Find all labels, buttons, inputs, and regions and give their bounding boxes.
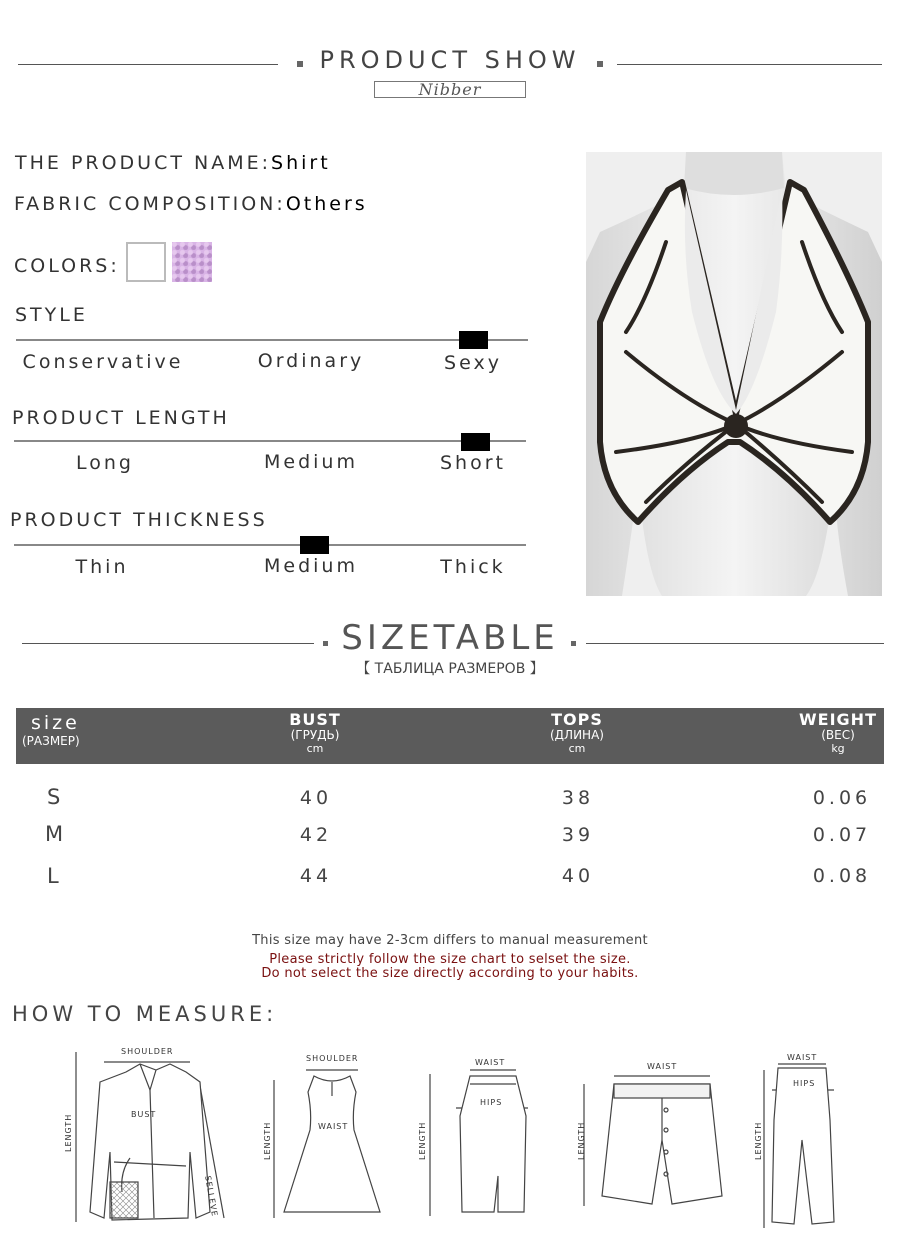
dress-shoulder-label: SHOULDER [306,1054,359,1063]
length-option-medium: Medium [264,451,358,473]
header-dot-right [597,61,603,67]
sizetable-header [16,708,884,764]
fabric-value: Others [285,193,368,215]
sizetable-subtitle: 【 ТАБЛИЦА РАЗМЕРОВ 】 [356,661,544,677]
product-name-row [15,152,331,174]
thickness-option-medium: Medium [264,555,358,577]
cell-bust: 44 [299,865,333,887]
thickness-selected-marker [300,536,329,554]
product-photo [586,152,882,596]
cell-weight: 0.06 [812,787,872,809]
style-selected-marker [459,331,488,349]
sizetable-dot-right [571,641,576,646]
thickness-option-thin: Thin [75,556,129,578]
header-size: size (РАЗМЕР) [22,712,80,748]
thickness-label: PRODUCT THICKNESS [10,509,268,531]
mannequin-illustration [586,152,882,596]
brand-name: Nibber [374,81,526,98]
size-note: This size may have 2-3cm differs to manual measurement [252,933,648,948]
cell-size: L [47,864,59,888]
length-scale-line [14,440,526,442]
header-tops: TOPS (ДЛИНА) cm [550,710,604,756]
fabric-label: FABRIC COMPOSITION: [14,193,286,215]
jacket-selleve-label: SELLEVE [203,1175,220,1218]
header-bust: BUST (ГРУДЬ) cm [289,710,341,756]
skirt-waist-label: WAIST [475,1058,506,1067]
thickness-option-thick: Thick [440,556,506,578]
cell-tops: 39 [561,824,595,846]
trousers-hips-label: HIPS [793,1079,816,1088]
sizetable-rule-right [586,643,884,644]
product-name-value: Shirt [271,152,331,174]
size-warning-1: Please strictly follow the size chart to selset the size. [269,952,631,967]
length-selected-marker [461,433,490,451]
sizetable-title: SIZETABLE [341,618,559,658]
style-scale-line [16,339,528,341]
trousers-length-label: LENGTH [754,1121,763,1160]
shorts-waist-label: WAIST [647,1062,678,1071]
cell-bust: 42 [299,824,333,846]
jacket-bust-label: BUST [131,1110,157,1119]
product-name-label: THE PRODUCT NAME: [15,152,272,174]
jacket-length-label: LENGTH [64,1113,73,1152]
length-label: PRODUCT LENGTH [12,407,230,429]
cell-size: M [45,822,64,846]
style-option-ordinary: Ordinary [257,350,365,372]
shorts-length-label: LENGTH [577,1121,586,1160]
fabric-row [14,193,368,215]
style-option-sexy: Sexy [444,352,502,374]
style-option-conservative: Conservative [22,351,184,373]
length-option-long: Long [76,452,134,474]
trousers-waist-label: WAIST [787,1053,818,1062]
cell-size: S [47,785,61,809]
color-swatch-purple[interactable] [172,242,212,282]
cell-tops: 40 [561,865,595,887]
length-option-short: Short [440,452,506,474]
jacket-shoulder-label: SHOULDER [121,1047,174,1056]
dress-length-label: LENGTH [263,1121,272,1160]
cell-weight: 0.07 [812,824,872,846]
colors-label: COLORS: [14,255,120,277]
cell-tops: 38 [561,787,595,809]
skirt-length-label: LENGTH [418,1121,427,1160]
dress-diagram [272,1062,392,1224]
dress-waist-label: WAIST [318,1122,349,1131]
color-swatch-white[interactable] [126,242,166,282]
shorts-diagram [580,1070,730,1210]
header-weight: WEIGHT (ВЕС) kg [799,710,877,756]
cell-weight: 0.08 [812,865,872,887]
cell-bust: 40 [299,787,333,809]
skirt-hips-label: HIPS [480,1098,503,1107]
header-rule-right [617,64,882,65]
skirt-diagram [428,1066,538,1226]
style-label: STYLE [15,304,88,326]
size-warning-2: Do not select the size directly according to your habits. [261,966,639,981]
how-to-measure-title: HOW TO MEASURE: [12,1002,278,1026]
page-title: PRODUCT SHOW [319,46,581,74]
thickness-scale-line [14,544,526,546]
